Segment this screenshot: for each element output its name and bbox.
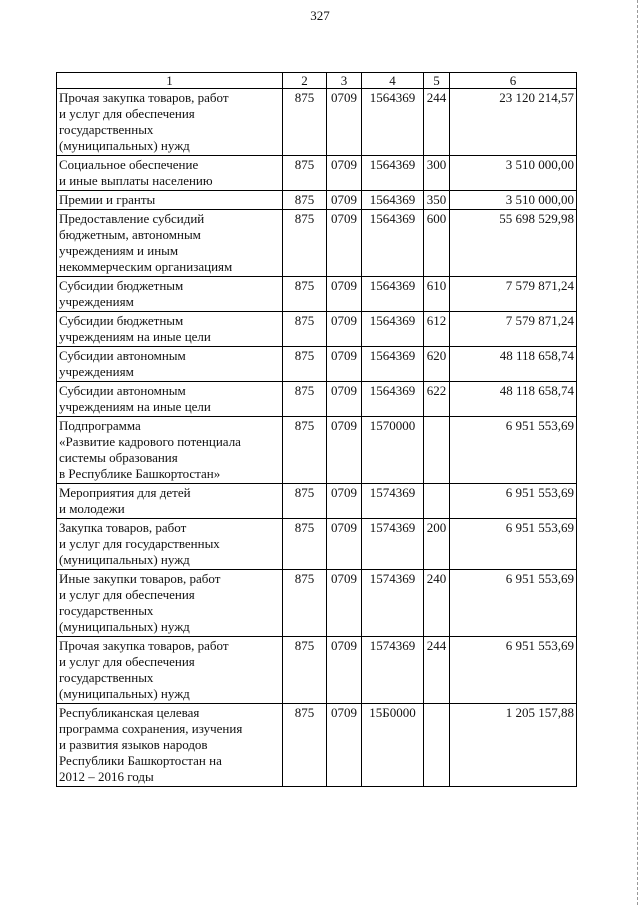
row-amount-cell: 7 579 871,24 (450, 277, 577, 312)
row-code-cell: 875 (283, 89, 327, 156)
row-type-cell: 240 (424, 570, 450, 637)
row-name-cell: Субсидии автономным учреждениям (57, 347, 283, 382)
scan-edge-line (636, 0, 638, 905)
table-row (57, 637, 577, 704)
row-type-cell: 600 (424, 210, 450, 277)
row-amount-cell: 6 951 553,69 (450, 519, 577, 570)
row-name-cell: Субсидии бюджетным учреждениям (57, 277, 283, 312)
row-amount-cell: 48 118 658,74 (450, 382, 577, 417)
row-target-cell: 1574369 (362, 570, 424, 637)
table-body (57, 89, 577, 787)
row-section-cell: 0709 (327, 277, 362, 312)
row-target-cell: 1574369 (362, 637, 424, 704)
row-section-cell: 0709 (327, 382, 362, 417)
header-cell: 1 (57, 73, 283, 89)
row-amount-cell: 3 510 000,00 (450, 156, 577, 191)
row-section-cell: 0709 (327, 347, 362, 382)
row-type-cell: 610 (424, 277, 450, 312)
header-cell: 4 (362, 73, 424, 89)
header-cell: 3 (327, 73, 362, 89)
row-type-cell: 244 (424, 637, 450, 704)
table-row (57, 156, 577, 191)
row-type-cell (424, 704, 450, 787)
row-code-cell: 875 (283, 704, 327, 787)
row-section-cell: 0709 (327, 417, 362, 484)
row-section-cell: 0709 (327, 570, 362, 637)
budget-table (56, 72, 577, 787)
row-name-cell: Мероприятия для детей и молодежи (57, 484, 283, 519)
row-type-cell: 300 (424, 156, 450, 191)
row-amount-cell: 55 698 529,98 (450, 210, 577, 277)
row-type-cell: 622 (424, 382, 450, 417)
row-amount-cell: 23 120 214,57 (450, 89, 577, 156)
row-code-cell: 875 (283, 519, 327, 570)
row-name-cell: Иные закупки товаров, работ и услуг для обеспечения государственных (муниципальных) нужд (57, 570, 283, 637)
row-code-cell: 875 (283, 570, 327, 637)
row-name-cell: Республиканская целевая программа сохранения, изучения и развития языков народов Республики Башкортостан на 2012 – 2016 годы (57, 704, 283, 787)
row-section-cell: 0709 (327, 637, 362, 704)
row-amount-cell: 7 579 871,24 (450, 312, 577, 347)
row-amount-cell: 6 951 553,69 (450, 484, 577, 519)
row-name-cell: Прочая закупка товаров, работ и услуг для обеспечения государственных (муниципальных) нужд (57, 89, 283, 156)
row-code-cell: 875 (283, 210, 327, 277)
row-code-cell: 875 (283, 191, 327, 210)
row-code-cell: 875 (283, 417, 327, 484)
row-code-cell: 875 (283, 277, 327, 312)
table-row (57, 347, 577, 382)
row-type-cell (424, 484, 450, 519)
table-row (57, 191, 577, 210)
row-target-cell: 1564369 (362, 277, 424, 312)
row-target-cell: 1564369 (362, 89, 424, 156)
row-section-cell: 0709 (327, 519, 362, 570)
row-type-cell: 350 (424, 191, 450, 210)
table-row (57, 277, 577, 312)
row-target-cell: 1564369 (362, 191, 424, 210)
row-section-cell: 0709 (327, 156, 362, 191)
row-type-cell: 244 (424, 89, 450, 156)
table-row (57, 210, 577, 277)
table-row (57, 382, 577, 417)
row-code-cell: 875 (283, 637, 327, 704)
row-name-cell: Подпрограмма «Развитие кадрового потенциала системы образования в Республике Башкортостан» (57, 417, 283, 484)
row-name-cell: Прочая закупка товаров, работ и услуг для обеспечения государственных (муниципальных) нужд (57, 637, 283, 704)
row-type-cell: 612 (424, 312, 450, 347)
row-target-cell: 15Б0000 (362, 704, 424, 787)
row-section-cell: 0709 (327, 210, 362, 277)
row-section-cell: 0709 (327, 312, 362, 347)
row-type-cell: 200 (424, 519, 450, 570)
row-target-cell: 1564369 (362, 210, 424, 277)
row-target-cell: 1574369 (362, 519, 424, 570)
row-name-cell: Закупка товаров, работ и услуг для государственных (муниципальных) нужд (57, 519, 283, 570)
row-section-cell: 0709 (327, 89, 362, 156)
row-code-cell: 875 (283, 312, 327, 347)
row-target-cell: 1564369 (362, 156, 424, 191)
page-number: 327 (310, 8, 330, 23)
row-code-cell: 875 (283, 484, 327, 519)
row-target-cell: 1564369 (362, 382, 424, 417)
row-amount-cell: 6 951 553,69 (450, 570, 577, 637)
row-section-cell: 0709 (327, 484, 362, 519)
header-cell: 2 (283, 73, 327, 89)
row-amount-cell: 6 951 553,69 (450, 637, 577, 704)
table-row (57, 570, 577, 637)
table-row (57, 312, 577, 347)
row-code-cell: 875 (283, 382, 327, 417)
row-section-cell: 0709 (327, 704, 362, 787)
row-target-cell: 1564369 (362, 347, 424, 382)
row-type-cell (424, 417, 450, 484)
row-code-cell: 875 (283, 156, 327, 191)
row-target-cell: 1574369 (362, 484, 424, 519)
table-row (57, 89, 577, 156)
row-type-cell: 620 (424, 347, 450, 382)
table-row (57, 519, 577, 570)
table-row (57, 484, 577, 519)
table-row (57, 704, 577, 787)
row-code-cell: 875 (283, 347, 327, 382)
row-name-cell: Социальное обеспечение и иные выплаты населению (57, 156, 283, 191)
row-name-cell: Предоставление субсидий бюджетным, автономным учреждениям и иным некоммерческим организациям (57, 210, 283, 277)
table-row (57, 417, 577, 484)
row-name-cell: Субсидии бюджетным учреждениям на иные цели (57, 312, 283, 347)
row-amount-cell: 3 510 000,00 (450, 191, 577, 210)
row-section-cell: 0709 (327, 191, 362, 210)
table-header-row (57, 73, 577, 89)
row-target-cell: 1564369 (362, 312, 424, 347)
row-name-cell: Субсидии автономным учреждениям на иные цели (57, 382, 283, 417)
row-amount-cell: 1 205 157,88 (450, 704, 577, 787)
row-amount-cell: 48 118 658,74 (450, 347, 577, 382)
row-amount-cell: 6 951 553,69 (450, 417, 577, 484)
header-cell: 6 (450, 73, 577, 89)
row-name-cell: Премии и гранты (57, 191, 283, 210)
header-cell: 5 (424, 73, 450, 89)
row-target-cell: 1570000 (362, 417, 424, 484)
